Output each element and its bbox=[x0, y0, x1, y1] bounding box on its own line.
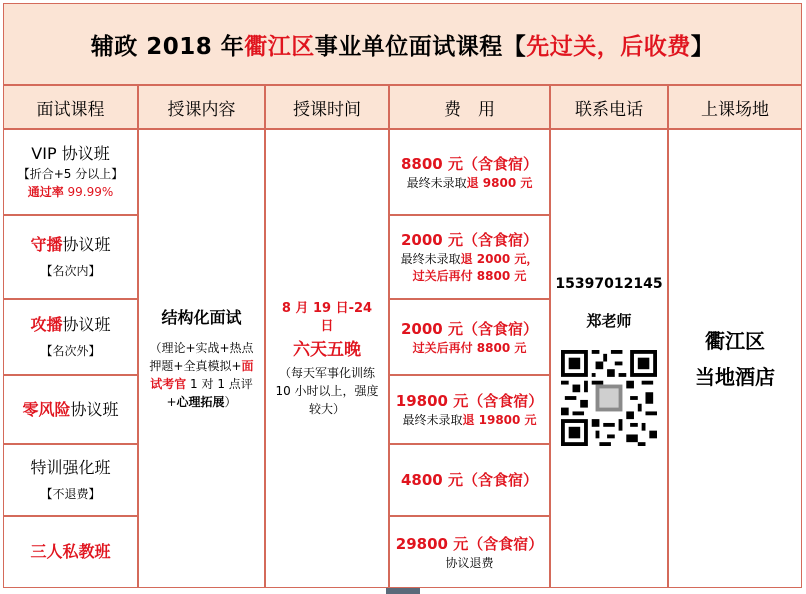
course-row-zero-risk bbox=[3, 375, 138, 444]
schedule-dates: 8 月 19 日-24 日 bbox=[281, 300, 373, 334]
course-name: VIP 协议班 bbox=[31, 144, 110, 163]
course-row-private bbox=[3, 516, 138, 588]
course-row-gongbo bbox=[3, 299, 138, 375]
title-promo: 先过关，后收费 bbox=[526, 32, 691, 60]
header-time: 授课时间 bbox=[265, 85, 389, 129]
content-title: 结构化面试 bbox=[161, 307, 242, 327]
title-suffix: 事业单位面试课程【 bbox=[314, 33, 527, 60]
schedule-duration: 六天五晚 bbox=[293, 339, 361, 360]
course-row-intensive bbox=[3, 444, 138, 516]
course-note: 【折合+5 分以上】 bbox=[17, 167, 124, 181]
course-name: 攻播协议班 bbox=[30, 315, 111, 334]
fee-main: 8800 元（含食宿） bbox=[401, 154, 538, 173]
page-title bbox=[3, 3, 802, 85]
contact-phone: 15397012145 bbox=[555, 275, 663, 292]
fee-sub: 最终未录取退 9800 元 bbox=[406, 175, 533, 190]
fee-main: 4800 元（含食宿） bbox=[401, 471, 538, 489]
fee-sub: 最终未录取退 19800 元 bbox=[402, 413, 537, 427]
contact-name: 郑老师 bbox=[586, 311, 632, 330]
header-course: 面试课程 bbox=[3, 85, 138, 129]
header-content: 授课内容 bbox=[138, 85, 265, 129]
venue-line2: 当地酒店 bbox=[695, 364, 775, 389]
course-name: 守播协议班 bbox=[30, 235, 111, 254]
schedule-desc: （每天军事化训练 10 小时以上，强度较大） bbox=[275, 365, 379, 416]
course-note: 【不退费】 bbox=[40, 487, 101, 501]
content-cell bbox=[138, 129, 265, 588]
content-desc: （理论+实战+热点押题+全真模拟+面试考官 1 对 1 点评+心理拓展） bbox=[149, 340, 254, 409]
course-row-shoubo bbox=[3, 215, 138, 299]
venue-line1: 衢江区 bbox=[705, 328, 765, 353]
fee-sub2: 过关后再付 8800 元 bbox=[412, 269, 527, 283]
title-end: 】 bbox=[690, 33, 715, 60]
course-pass-rate: 通过率 99.99% bbox=[27, 185, 114, 199]
fee-row-shoubo bbox=[389, 215, 550, 299]
schedule-cell bbox=[265, 129, 389, 588]
fee-row-private bbox=[389, 516, 550, 588]
fee-main: 2000 元（含食宿） bbox=[401, 319, 538, 338]
course-name: 零风险协议班 bbox=[22, 399, 119, 419]
header-venue: 上课场地 bbox=[668, 85, 802, 129]
fee-main: 29800 元（含食宿） bbox=[395, 534, 544, 553]
fee-sub2: 过关后再付 8800 元 bbox=[412, 340, 527, 355]
fee-row-gongbo bbox=[389, 299, 550, 375]
venue-cell bbox=[668, 129, 802, 588]
course-note: 【名次内】 bbox=[40, 264, 101, 278]
fee-sub: 最终未录取退 2000 元， bbox=[400, 252, 539, 266]
scrollbar-handle[interactable] bbox=[386, 588, 420, 594]
header-fee: 费 用 bbox=[389, 85, 550, 129]
fee-main: 19800 元（含食宿） bbox=[395, 392, 544, 410]
contact-cell bbox=[550, 129, 668, 588]
fee-main: 2000 元（含食宿） bbox=[401, 231, 538, 249]
fee-row-intensive bbox=[389, 444, 550, 516]
fee-row-vip bbox=[389, 129, 550, 215]
header-phone: 联系电话 bbox=[550, 85, 668, 129]
course-name: 三人私教班 bbox=[30, 542, 111, 561]
course-note: 【名次外】 bbox=[40, 344, 101, 358]
fee-row-zero-risk bbox=[389, 375, 550, 444]
title-prefix: 辅政 2018 年 bbox=[90, 33, 245, 60]
course-row-vip bbox=[3, 129, 138, 215]
fee-sub: 协议退费 bbox=[445, 555, 494, 570]
course-name: 特训强化班 bbox=[30, 458, 111, 477]
title-region: 衢江区 bbox=[244, 33, 315, 60]
qr-code-icon bbox=[561, 350, 657, 446]
